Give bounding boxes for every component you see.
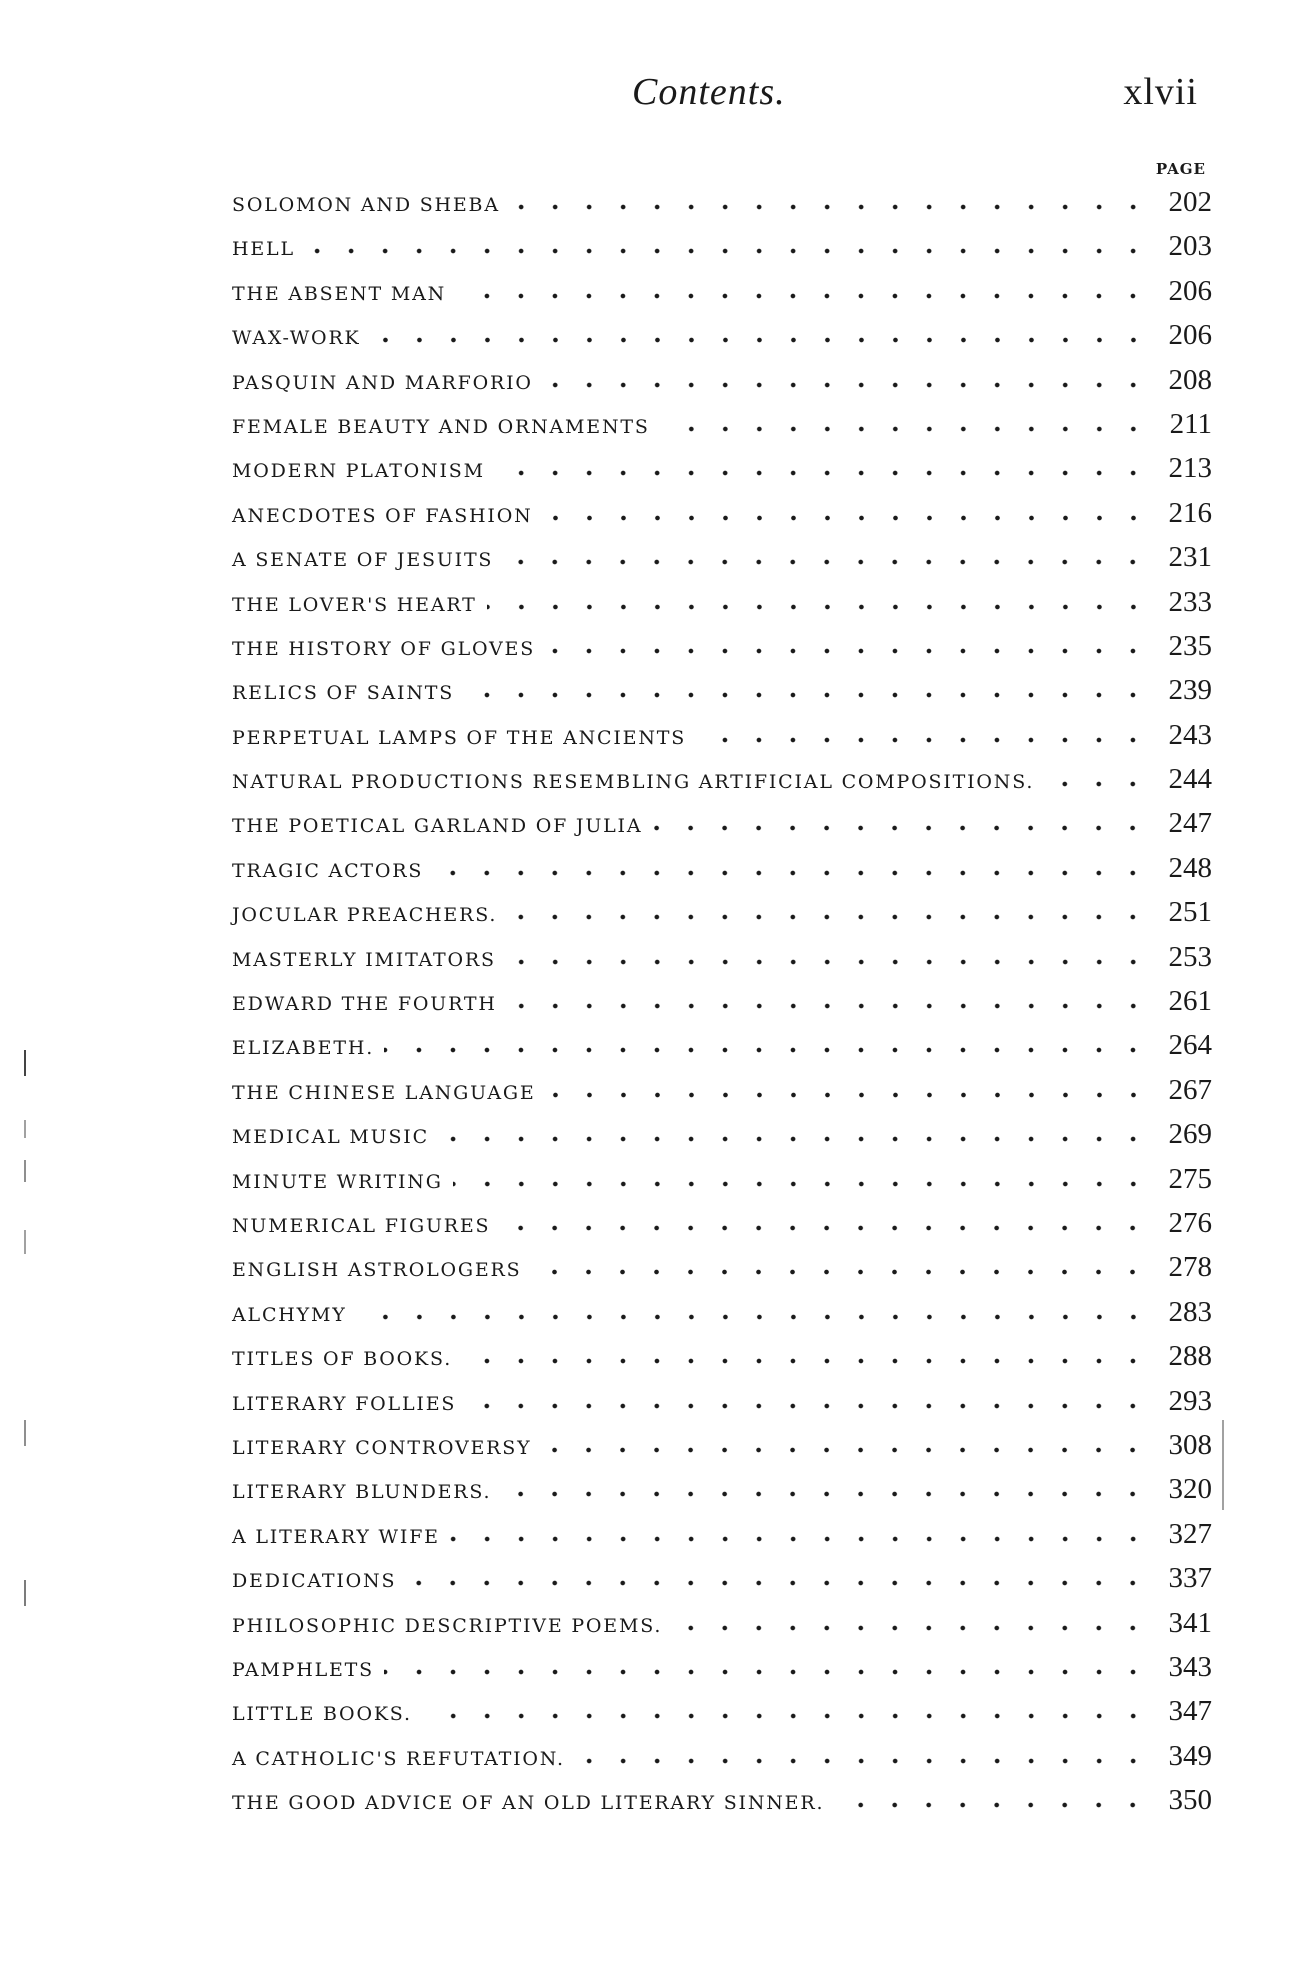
toc-entry-title: THE POETICAL GARLAND OF JULIA xyxy=(232,815,643,838)
running-title: Contents. xyxy=(632,71,786,113)
dot-leader xyxy=(1044,780,1150,788)
toc-entry xyxy=(232,1734,1212,1778)
table-of-contents xyxy=(232,180,1212,1822)
toc-entry-page: 264 xyxy=(1168,1029,1212,1062)
toc-entry xyxy=(232,890,1212,934)
toc-entry-title: A LITERARY WIFE xyxy=(232,1525,440,1548)
toc-entry-title: WAX-WORK xyxy=(232,327,361,350)
toc-entry-page: 206 xyxy=(1168,274,1212,307)
toc-entry-page: 261 xyxy=(1168,985,1212,1018)
toc-entry xyxy=(232,668,1212,712)
toc-entry xyxy=(232,446,1212,490)
toc-entry-page: 320 xyxy=(1168,1473,1212,1506)
toc-entry xyxy=(232,358,1212,402)
toc-entry-title: ENGLISH ASTROLOGERS xyxy=(232,1259,522,1282)
toc-entry xyxy=(232,402,1212,446)
dot-leader xyxy=(507,913,1150,921)
margin-mark xyxy=(24,1420,26,1446)
toc-entry-title: LITERARY CONTROVERSY xyxy=(232,1436,532,1459)
dot-leader xyxy=(456,292,1150,300)
toc-entry-title: A SENATE OF JESUITS xyxy=(232,549,494,572)
margin-mark xyxy=(24,1050,26,1076)
toc-entry-page: 208 xyxy=(1168,363,1212,396)
dot-leader xyxy=(500,1224,1150,1232)
toc-entry-page: 293 xyxy=(1168,1384,1212,1417)
dot-leader xyxy=(541,1446,1150,1454)
toc-entry xyxy=(232,713,1212,757)
dot-leader xyxy=(672,1624,1150,1632)
toc-entry-title: THE CHINESE LANGUAGE xyxy=(232,1081,536,1104)
dot-leader xyxy=(834,1801,1150,1809)
margin-mark xyxy=(24,1160,26,1182)
toc-entry xyxy=(232,1379,1212,1423)
toc-entry-page: 244 xyxy=(1168,763,1212,796)
dot-leader xyxy=(531,1268,1150,1276)
toc-entry-title: NUMERICAL FIGURES xyxy=(232,1214,491,1237)
toc-entry xyxy=(232,180,1212,224)
toc-entry-title: MEDICAL MUSIC xyxy=(232,1126,429,1149)
toc-entry xyxy=(232,1423,1212,1467)
toc-entry-title: MINUTE WRITING xyxy=(232,1170,443,1193)
toc-entry xyxy=(232,1112,1212,1156)
toc-entry xyxy=(232,979,1212,1023)
toc-entry-title: SOLOMON AND SHEBA xyxy=(232,194,500,216)
toc-entry xyxy=(232,1645,1212,1689)
toc-entry-title: LITERARY BLUNDERS. xyxy=(232,1481,492,1504)
toc-entry xyxy=(232,624,1212,668)
toc-entry-title: NATURAL PRODUCTIONS RESEMBLING ARTIFICIAL COMPOSITIONS. xyxy=(232,771,1035,794)
toc-entry-page: 243 xyxy=(1168,718,1212,751)
toc-entry-page: 278 xyxy=(1168,1251,1212,1284)
toc-entry-title: A CATHOLIC'S REFUTATION. xyxy=(232,1747,565,1770)
toc-entry-title: ALCHYMY xyxy=(232,1303,347,1326)
toc-entry xyxy=(232,1245,1212,1289)
dot-leader xyxy=(545,647,1150,655)
toc-entry xyxy=(232,757,1212,801)
dot-leader xyxy=(450,1535,1150,1543)
dot-leader xyxy=(503,558,1150,566)
toc-entry-page: 347 xyxy=(1168,1695,1212,1728)
toc-entry xyxy=(232,313,1212,357)
toc-entry-title: FEMALE BEAUTY AND ORNAMENTS xyxy=(232,415,650,438)
toc-entry-page: 211 xyxy=(1169,407,1212,440)
toc-entry xyxy=(232,1601,1212,1645)
dot-leader xyxy=(453,1180,1150,1188)
toc-entry-title: RELICS OF SAINTS xyxy=(232,682,455,705)
dot-leader xyxy=(506,958,1150,966)
dot-leader xyxy=(439,1135,1150,1143)
dot-leader xyxy=(546,1091,1150,1099)
toc-entry xyxy=(232,1334,1212,1378)
toc-entry-page: 206 xyxy=(1168,319,1212,352)
margin-mark xyxy=(24,1230,26,1254)
toc-entry xyxy=(232,1068,1212,1112)
toc-entry xyxy=(232,1290,1212,1334)
toc-entry-title: PHILOSOPHIC DESCRIPTIVE POEMS. xyxy=(232,1614,663,1637)
toc-entry-title: THE LOVER'S HEART xyxy=(232,593,477,616)
toc-entry-page: 253 xyxy=(1168,940,1212,973)
toc-entry xyxy=(232,935,1212,979)
toc-entry-page: 216 xyxy=(1168,496,1212,529)
toc-entry xyxy=(232,269,1212,313)
toc-entry-page: 248 xyxy=(1168,851,1212,884)
toc-entry-title: MODERN PLATONISM xyxy=(232,460,485,483)
toc-entry-title: TRAGIC ACTORS xyxy=(232,859,424,882)
toc-entry-title: THE GOOD ADVICE OF AN OLD LITERARY SINNER. xyxy=(232,1792,825,1815)
dot-leader xyxy=(371,336,1150,344)
toc-entry-page: 267 xyxy=(1168,1073,1212,1106)
toc-entry-title: MASTERLY IMITATORS xyxy=(232,948,496,971)
toc-entry-page: 269 xyxy=(1168,1118,1212,1151)
toc-entry-page: 239 xyxy=(1168,674,1212,707)
dot-leader xyxy=(487,603,1150,611)
toc-entry xyxy=(232,801,1212,845)
toc-entry xyxy=(232,1689,1212,1733)
toc-entry-page: 231 xyxy=(1168,541,1212,574)
toc-entry-page: 337 xyxy=(1168,1562,1212,1595)
toc-entry-title: DEDICATIONS xyxy=(232,1570,397,1593)
toc-entry-title: HELL xyxy=(232,238,295,261)
toc-entry xyxy=(232,1201,1212,1245)
dot-leader xyxy=(543,514,1150,522)
toc-entry-page: 235 xyxy=(1168,629,1212,662)
toc-entry-title: ANECDOTES OF FASHION xyxy=(232,504,533,527)
dot-leader xyxy=(357,1313,1150,1321)
toc-entry-title: LITTLE BOOKS. xyxy=(232,1703,412,1726)
folio-page-number: xlvii xyxy=(1123,71,1198,113)
toc-entry-title: PERPETUAL LAMPS OF THE ANCIENTS xyxy=(232,726,687,749)
dot-leader xyxy=(384,1668,1150,1676)
dot-leader xyxy=(510,203,1150,211)
dot-leader xyxy=(495,469,1150,477)
toc-entry-page: 288 xyxy=(1168,1340,1212,1373)
dot-leader xyxy=(501,1490,1150,1498)
dot-leader xyxy=(507,1002,1150,1010)
dot-leader xyxy=(422,1712,1150,1720)
margin-mark xyxy=(24,1120,26,1138)
toc-entry-page: 327 xyxy=(1168,1517,1212,1550)
toc-entry-page: 275 xyxy=(1168,1162,1212,1195)
dot-leader xyxy=(406,1579,1150,1587)
dot-leader xyxy=(543,381,1150,389)
toc-entry-title: PASQUIN AND MARFORIO xyxy=(232,371,533,394)
toc-entry-page: 213 xyxy=(1168,452,1212,485)
toc-entry-title: JOCULAR PREACHERS. xyxy=(232,904,498,927)
margin-mark xyxy=(1222,1420,1224,1510)
dot-leader xyxy=(575,1757,1150,1765)
toc-entry xyxy=(232,580,1212,624)
running-head xyxy=(0,62,1316,122)
toc-entry-title: ELIZABETH. xyxy=(232,1037,375,1060)
toc-entry-page: 251 xyxy=(1168,896,1212,929)
toc-entry-page: 283 xyxy=(1168,1295,1212,1328)
toc-entry xyxy=(232,846,1212,890)
toc-entry xyxy=(232,1512,1212,1556)
toc-entry-page: 203 xyxy=(1168,230,1212,263)
toc-entry-page: 343 xyxy=(1168,1650,1212,1683)
toc-entry-page: 349 xyxy=(1168,1739,1212,1772)
dot-leader xyxy=(652,824,1150,832)
dot-leader xyxy=(433,869,1150,877)
toc-entry xyxy=(232,1023,1212,1067)
toc-entry-title: PAMPHLETS xyxy=(232,1658,374,1681)
toc-entry xyxy=(232,535,1212,579)
dot-leader xyxy=(660,425,1150,433)
toc-entry xyxy=(232,1556,1212,1600)
toc-entry-title: THE ABSENT MAN xyxy=(232,282,447,305)
toc-entry xyxy=(232,491,1212,535)
toc-entry-title: THE HISTORY OF GLOVES xyxy=(232,637,536,660)
toc-entry xyxy=(232,1778,1212,1822)
toc-entry xyxy=(232,1157,1212,1201)
toc-entry-page: 308 xyxy=(1168,1428,1212,1461)
toc-entry-page: 350 xyxy=(1168,1784,1212,1817)
toc-entry-page: 202 xyxy=(1168,186,1212,218)
page-column-label: PAGE xyxy=(1155,160,1206,178)
dot-leader xyxy=(384,1046,1150,1054)
dot-leader xyxy=(305,247,1150,255)
dot-leader xyxy=(462,1357,1150,1365)
toc-entry-page: 276 xyxy=(1168,1206,1212,1239)
margin-mark xyxy=(24,1580,26,1606)
toc-entry-title: TITLES OF BOOKS. xyxy=(232,1348,453,1371)
toc-entry xyxy=(232,1467,1212,1511)
toc-entry-page: 247 xyxy=(1168,807,1212,840)
toc-entry-page: 341 xyxy=(1168,1606,1212,1639)
dot-leader xyxy=(696,736,1150,744)
toc-entry-title: LITERARY FOLLIES xyxy=(232,1392,457,1415)
toc-entry xyxy=(232,224,1212,268)
dot-leader xyxy=(466,1402,1150,1410)
toc-entry-title: EDWARD THE FOURTH xyxy=(232,993,497,1016)
dot-leader xyxy=(464,691,1150,699)
toc-entry-page: 233 xyxy=(1168,585,1212,618)
